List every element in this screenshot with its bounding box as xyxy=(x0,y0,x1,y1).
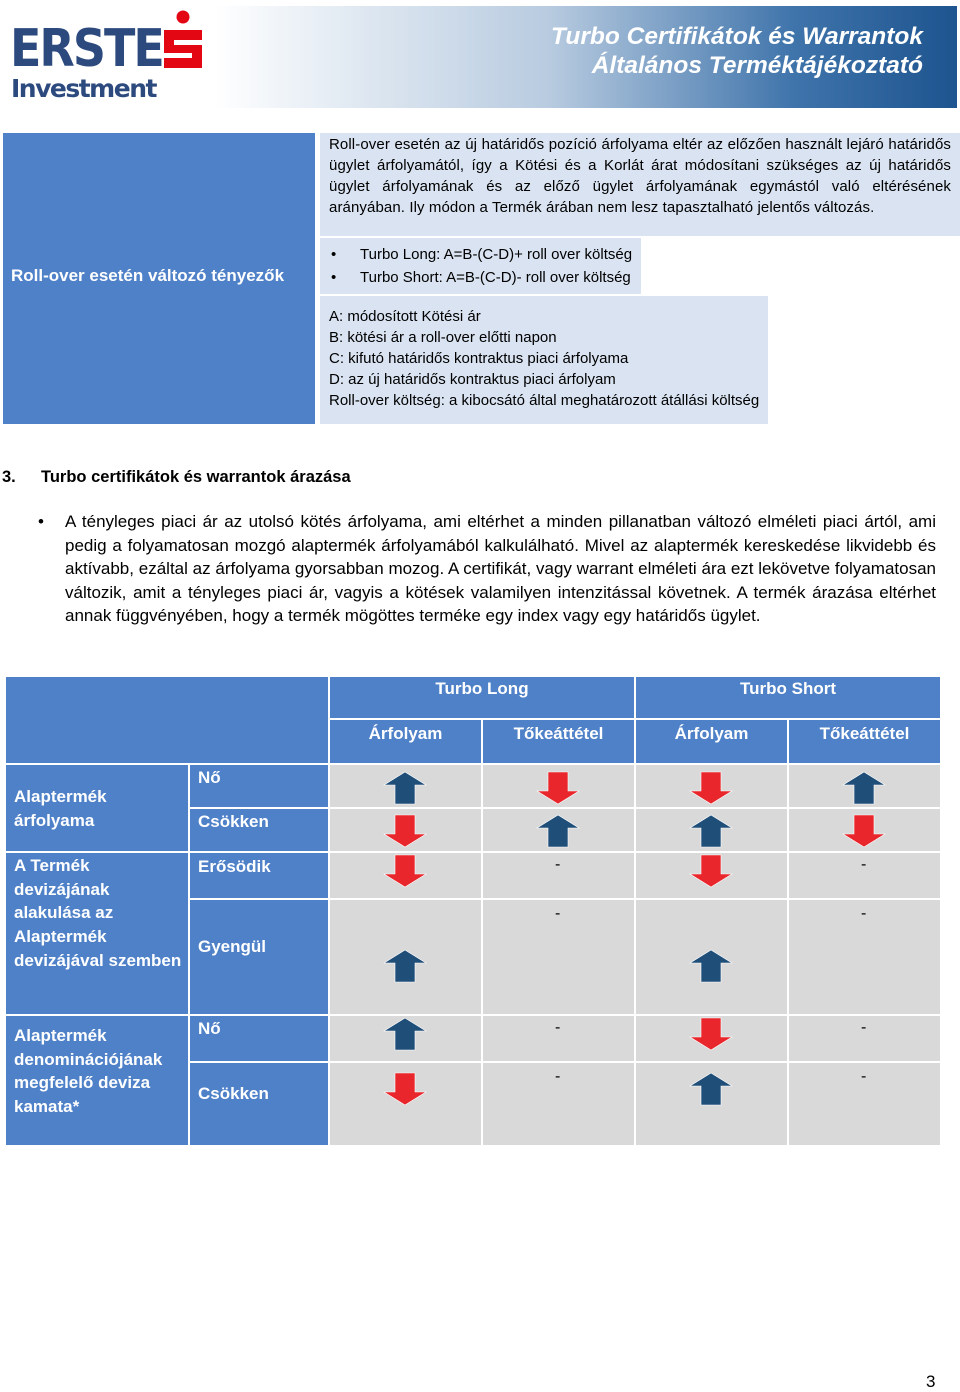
table-cell xyxy=(789,765,940,807)
change-cell xyxy=(190,1063,328,1145)
arrow-up-icon xyxy=(842,771,886,805)
table-cell xyxy=(483,1016,634,1061)
arrow-up-icon xyxy=(689,949,733,983)
table-cell xyxy=(330,1016,481,1061)
rollover-description-cell xyxy=(320,133,960,236)
document-title-line2: Általános Terméktájékoztató xyxy=(591,52,923,79)
section-title: Turbo certifikátok és warrantok árazása xyxy=(41,468,351,486)
column-header-cell xyxy=(330,720,481,763)
factor-label: A Termék devizájának alakulása az Alaptermék devizájával szemben xyxy=(14,856,182,970)
change-label: Erősödik xyxy=(198,857,271,876)
erste-investment-logo xyxy=(10,10,210,106)
arrow-down-icon xyxy=(689,854,733,888)
dash-value: - xyxy=(861,856,867,873)
arrow-up-icon xyxy=(689,814,733,848)
dash-value: - xyxy=(861,1019,867,1036)
document-title-line1: Turbo Certifikátok és Warrantok xyxy=(550,23,923,50)
definition-item: B: kötési ár a roll-over előtti napon xyxy=(329,329,557,346)
change-cell xyxy=(190,809,328,851)
change-cell xyxy=(190,765,328,807)
table-cell xyxy=(330,809,481,851)
group-header-label: Turbo Short xyxy=(740,679,836,698)
change-cell xyxy=(190,853,328,898)
logo-sub-text: Investment xyxy=(11,74,156,103)
factor-label: Alaptermék denominációjának megfelelő deviza kamata* xyxy=(14,1026,163,1117)
dash-value: - xyxy=(555,856,561,873)
definition-item: D: az új határidős kontraktus piaci árfolyam xyxy=(329,371,616,388)
table-cell xyxy=(483,765,634,807)
column-header-cell xyxy=(636,720,787,763)
document-title xyxy=(551,22,923,80)
table-cell xyxy=(483,853,634,898)
arrow-down-icon xyxy=(689,1017,733,1051)
factor-label: Alaptermék árfolyama xyxy=(14,787,107,830)
table-cell xyxy=(483,1063,634,1145)
column-header-label: Árfolyam xyxy=(674,724,749,743)
table-cell xyxy=(330,853,481,898)
rollover-definitions-cell xyxy=(320,296,768,424)
group-header-turbo-long xyxy=(330,677,634,718)
logo-brand-text: ERSTE xyxy=(10,18,163,79)
arrow-down-icon xyxy=(383,854,427,888)
arrow-up-icon xyxy=(383,949,427,983)
column-header-label: Tőkeáttétel xyxy=(513,724,604,743)
arrow-down-icon xyxy=(383,1072,427,1106)
arrow-up-icon xyxy=(689,1072,733,1106)
table-cell xyxy=(330,765,481,807)
factor-label-cell xyxy=(6,765,188,851)
table-cell xyxy=(483,809,634,851)
arrow-up-icon xyxy=(383,1017,427,1051)
table-cell xyxy=(636,809,787,851)
bullet-icon: • xyxy=(38,512,44,531)
change-cell xyxy=(190,1016,328,1061)
factor-label-cell xyxy=(6,853,188,1014)
table-cell xyxy=(483,900,634,1014)
rollover-label-cell xyxy=(3,133,315,424)
page-header xyxy=(0,0,960,112)
change-cell xyxy=(190,900,328,1014)
rollover-paragraph: Roll-over esetén az új határidős pozíció árfolyama eltér az előzően használt lejáró határidős ügylet árfolyamától, így a Kötési és a Korlát árat módosítani szükséges az új határidős ügylet árfolyamának és az előző ügylet árfolyamának egymástól való eltérésének arányában. Ily módon a Termék árában nem lesz tapasztalható jelentős változás. xyxy=(329,136,951,216)
rollover-label: Roll-over esetén változó tényezők xyxy=(11,266,285,285)
column-header-cell xyxy=(789,720,940,763)
change-label: Nő xyxy=(198,768,221,787)
erste-s-logo-icon xyxy=(160,10,206,74)
column-header-label: Tőkeáttétel xyxy=(819,724,910,743)
definition-item: A: módosított Kötési ár xyxy=(329,308,481,325)
table-cell xyxy=(789,1063,940,1145)
column-header-cell xyxy=(483,720,634,763)
arrow-up-icon xyxy=(383,771,427,805)
section-paragraph: A tényleges piaci ár az utolsó kötés árfolyama, ami eltérhet a minden pillanatban változó elméleti piaci ártól, ami pedig a folyamatosan mozgó alaptermék árfolyamából kalkulálható. Mivel az alaptermék kereskedése likvidebb és aktívabb, ezáltal az árfolyama gyorsabban mozog. A certifikát, vagy warrant elméleti ára ezt lekövetve folyamatosan változik, amit a tényleges piaci ár, vagyis a kötések valamilyen intenzitással követnek. A termék árazása eltérhet annak függvényében, hogy a termék mögöttes terméke egy index vagy egy határidős ügylet. xyxy=(65,512,936,626)
table-cell xyxy=(789,1016,940,1061)
table-cell xyxy=(636,1016,787,1061)
formula-item: • Turbo Long: A=B-(C-D)+ roll over költség xyxy=(329,243,632,266)
change-label: Gyengül xyxy=(198,937,267,956)
arrow-down-icon xyxy=(842,814,886,848)
dash-value: - xyxy=(861,905,867,922)
arrow-down-icon xyxy=(689,771,733,805)
arrow-down-icon xyxy=(536,771,580,805)
section-number: 3. xyxy=(2,468,16,486)
table-cell xyxy=(330,1063,481,1145)
factor-label-cell xyxy=(6,1016,188,1145)
table-cell xyxy=(789,853,940,898)
table-cell xyxy=(636,765,787,807)
formula-item: • Turbo Short: A=B-(C-D)- roll over költség xyxy=(329,266,632,289)
table-corner-cell xyxy=(6,677,328,763)
rollover-formula-cell xyxy=(320,238,641,294)
page-number: 3 xyxy=(926,1372,936,1391)
arrow-up-icon xyxy=(536,814,580,848)
definition-item: Roll-over költség: a kibocsátó által meghatározott átállási költség xyxy=(329,392,760,409)
change-label: Csökken xyxy=(198,812,269,831)
change-label: Csökken xyxy=(198,1084,269,1103)
group-header-turbo-short xyxy=(636,677,940,718)
table-cell xyxy=(636,900,787,1014)
dash-value: - xyxy=(861,1068,867,1085)
table-cell xyxy=(789,900,940,1014)
table-cell xyxy=(789,809,940,851)
definition-item: C: kifutó határidős kontraktus piaci árfolyama xyxy=(329,350,629,367)
table-cell xyxy=(330,900,481,1014)
change-label: Nő xyxy=(198,1019,221,1038)
dash-value: - xyxy=(555,905,561,922)
arrow-down-icon xyxy=(383,814,427,848)
dash-value: - xyxy=(555,1068,561,1085)
dash-value: - xyxy=(555,1019,561,1036)
column-header-label: Árfolyam xyxy=(368,724,443,743)
group-header-label: Turbo Long xyxy=(435,679,529,698)
table-cell xyxy=(636,1063,787,1145)
table-cell xyxy=(636,853,787,898)
